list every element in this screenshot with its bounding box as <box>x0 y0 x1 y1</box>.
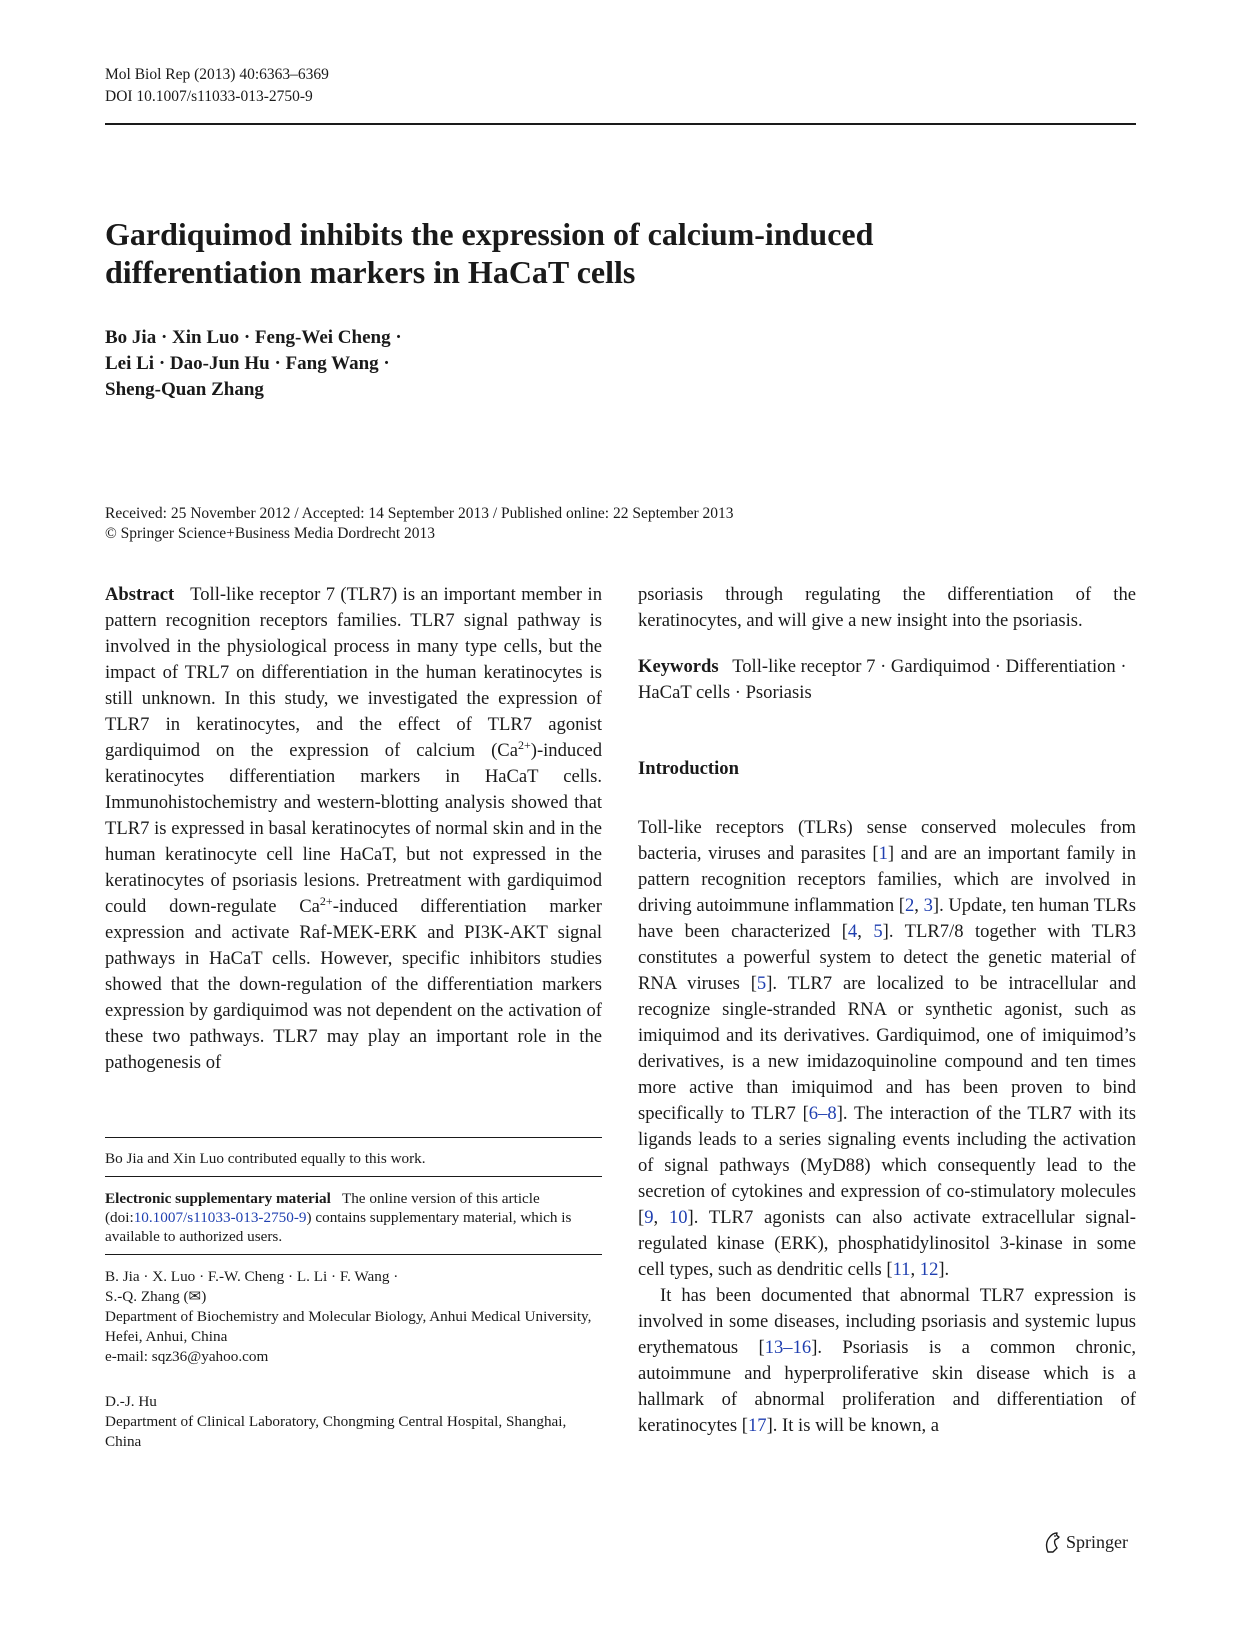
paragraph-text: It has been documented that abnormal TLR7 expression is involved in some diseases, including psoriasis and systemic lupus erythematous [ <box>638 1285 1136 1358</box>
abstract-superscript-1: 2+ <box>517 737 531 752</box>
paragraph-text: ]. TLR7 agonists can also activate extracellular signal-regulated kinase (ERK), phosphatidylinositol 3-kinase in some cell types, such as dendritic cells [ <box>638 1207 1136 1280</box>
journal-header <box>105 64 329 108</box>
citation-link[interactable]: 17 <box>747 1415 767 1436</box>
left-column <box>105 582 602 1076</box>
paper-title <box>105 215 1105 291</box>
paragraph-text: ]. The interaction of the TLR7 with its ligands leads to a series signaling events including the activation of signal pathways (MyD88) which consequently lead to the secretion of cytokines and expression of co-stimulatory molecules [ <box>638 1103 1137 1228</box>
keywords <box>638 654 1136 706</box>
keywords-text: Toll-like receptor 7 · Gardiquimod · Differentiation · HaCaT cells · Psoriasis <box>638 656 1127 703</box>
paragraph-text: ]. TLR7/8 together with TLR3 constitutes a powerful system to detect the genetic material of RNA viruses [ <box>638 921 1137 994</box>
paragraph-text: ]. TLR7 are localized to be intracellular and recognize single-stranded RNA or synthetic agonist, such as imiquimod and its derivatives. Gardiquimod, one of imiquimod’s derivatives, is a new imidazoquinoline compound and ten times more active than imiquimod and has been proven to bind specifically to TLR7 [ <box>638 973 1136 1124</box>
author-line-3: Sheng-Quan Zhang <box>105 379 264 400</box>
affiliation-2-department: Department of Clinical Laboratory, Chongming Central Hospital, Shanghai, China <box>105 1413 567 1450</box>
publication-dates <box>105 504 733 544</box>
citation-link[interactable]: 5 <box>873 921 883 942</box>
copyright-line: © Springer Science+Business Media Dordrecht 2013 <box>105 525 436 542</box>
footnote-rule-2 <box>105 1176 602 1177</box>
journal-citation: Mol Biol Rep (2013) 40:6363–6369 <box>105 66 329 83</box>
citation-link[interactable]: 1 <box>878 843 888 864</box>
citation-link[interactable]: 3 <box>923 895 933 916</box>
paragraph-text: , <box>914 895 924 916</box>
esm-doi-link[interactable]: 10.1007/s11033-013-2750-9 <box>133 1209 307 1226</box>
publisher-name: Springer <box>1066 1532 1128 1552</box>
footnote-affiliation-2: D.-J. Hu Department of Clinical Laboratory, Chongming Central Hospital, Shanghai, China <box>105 1392 602 1452</box>
citation-link[interactable]: 2 <box>904 895 915 916</box>
paragraph-text: Toll-like receptors (TLRs) sense conserved molecules from bacteria, viruses and parasites [ <box>638 817 1136 864</box>
envelope-icon: ✉ <box>188 1288 202 1305</box>
citation-link[interactable]: 6–8 <box>808 1103 837 1124</box>
abstract-continued: psoriasis through regulating the differentiation of the keratinocytes, and will give a new insight into the psoriasis. <box>638 584 1136 631</box>
publisher-logo <box>1042 1530 1128 1554</box>
footnote-supplementary: Electronic supplementary material The online version of this article (doi:10.1007/s11033-013-2750-9) contains supplementary material, which is available to authorized users. <box>105 1190 572 1245</box>
citation-link[interactable]: 13–16 <box>764 1337 812 1358</box>
citation-link[interactable]: 9 <box>644 1207 654 1228</box>
introduction-paragraph-2 <box>638 1283 1136 1439</box>
author-line-2: Lei Li · Dao-Jun Hu · Fang Wang · <box>105 353 390 374</box>
paragraph-text: , <box>910 1259 920 1280</box>
abstract-text-3: -induced differentiation marker expression and activate Raf-MEK-ERK and PI3K-AKT signal pathways in HaCaT cells. However, specific inhibitors studies showed that the down-regulation of the differentiation markers expression by gardiquimod was not dependent on the activation of these two pathways. TLR7 may play an important role in the pathogenesis of <box>105 896 602 1073</box>
section-heading-introduction: Introduction <box>638 758 739 779</box>
footnote-equal-contribution: Bo Jia and Xin Luo contributed equally to this work. <box>105 1150 426 1167</box>
doi-line: DOI 10.1007/s11033-013-2750-9 <box>105 88 313 105</box>
citation-link[interactable]: 4 <box>847 921 858 942</box>
introduction-paragraph-1 <box>638 815 1136 1283</box>
title-line-1: Gardiquimod inhibits the expression of calcium-induced <box>105 216 874 252</box>
author-list <box>105 325 402 403</box>
esm-label: Electronic supplementary material <box>105 1190 331 1207</box>
paragraph-text: , <box>653 1207 669 1228</box>
citation-link[interactable]: 11 <box>892 1259 911 1280</box>
abstract-text-2: )-induced keratinocytes differentiation markers in HaCaT cells. Immunohistochemistry and western-blotting analysis showed that TLR7 is expressed in basal keratinocytes of normal skin and in the human keratinocyte cell line HaCaT, but not expressed in the keratinocytes of psoriasis lesions. Pretreatment with gardiquimod could down-regulate Ca <box>105 740 602 917</box>
paragraph-text: ]. It is will be known, a <box>766 1415 940 1436</box>
keywords-label: Keywords <box>638 656 719 677</box>
received-accepted-line: Received: 25 November 2012 / Accepted: 14 September 2013 / Published online: 22 September 2013 <box>105 505 734 522</box>
footnote-rule-1 <box>105 1137 602 1138</box>
paragraph-text: ]. <box>938 1259 950 1280</box>
citation-link[interactable]: 5 <box>756 973 767 994</box>
citation-link[interactable]: 10 <box>668 1207 688 1228</box>
abstract-superscript-2: 2+ <box>319 893 333 908</box>
title-line-2: differentiation markers in HaCaT cells <box>105 254 636 290</box>
paragraph-text: ] and are an important family in pattern recognition receptors families, which are involved in driving autoimmune inflammation [ <box>638 843 1136 916</box>
abstract-label: Abstract <box>105 584 175 605</box>
paragraph-text: ]. Update, ten human TLRs have been characterized [ <box>638 895 1136 942</box>
header-rule <box>105 123 1136 125</box>
paragraph-text: ]. Psoriasis is a common chronic, autoimmune and hyperproliferative skin disease which is a hallmark of abnormal proliferation and differentiation of keratinocytes [ <box>638 1337 1136 1436</box>
abstract <box>105 582 602 1076</box>
right-column <box>638 582 1136 1439</box>
affiliation-1-email[interactable]: e-mail: sqz36@yahoo.com <box>105 1348 269 1365</box>
author-line-1: Bo Jia · Xin Luo · Feng-Wei Cheng · <box>105 327 402 348</box>
footnote-rule-3 <box>105 1254 602 1255</box>
abstract-text-1: Toll-like receptor 7 (TLR7) is an important member in pattern recognition receptors families. TLR7 signal pathway is involved in the physiological process in many type cells, but the impact of TRL7 on differentiation in the human keratinocytes is still unknown. In this study, we investigated the expression of TLR7 in keratinocytes, and the effect of TLR7 agonist gardiquimod on the expression of calcium (Ca <box>105 584 603 761</box>
footnote-affiliation-1: B. Jia · X. Luo · F.-W. Cheng · L. Li · F. Wang · S.-Q. Zhang (✉) Department of Biochemistry and Molecular Biology, Anhui Medical University, Hefei, Anhui, China e-mail: sqz36@yahoo.com <box>105 1267 602 1367</box>
affiliation-1-department: Department of Biochemistry and Molecular Biology, Anhui Medical University, Hefei, Anhui, China <box>105 1308 592 1345</box>
springer-horse-icon <box>1042 1531 1062 1553</box>
paragraph-text: , <box>857 921 874 942</box>
citation-link[interactable]: 12 <box>919 1259 939 1280</box>
